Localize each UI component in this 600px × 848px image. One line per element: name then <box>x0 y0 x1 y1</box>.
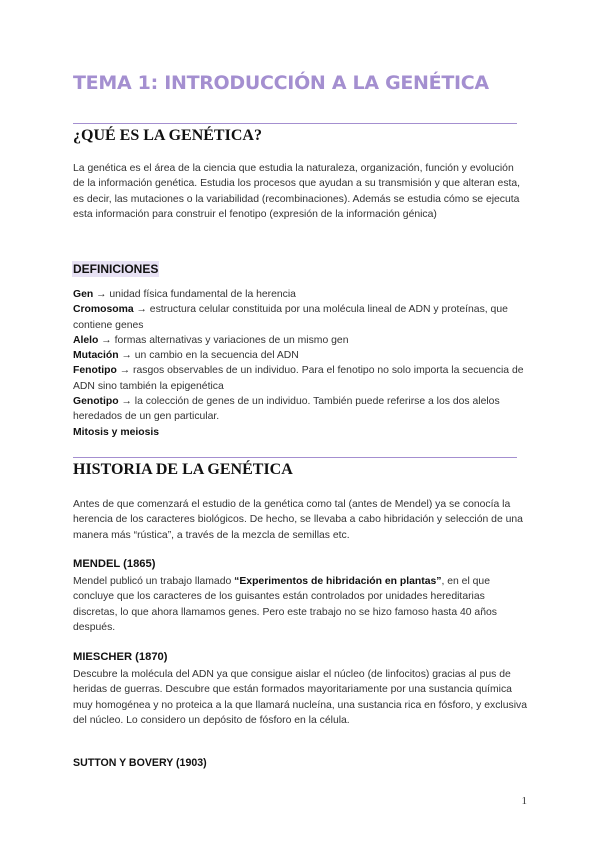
definition-item: Gen → unidad física fundamental de la herencia <box>73 289 296 300</box>
definition-item: Genotipo → la colección de genes de un individuo. También puede referirse a los dos alelos heredados de un gen particular. <box>73 396 500 423</box>
definition-item: Mutación → un cambio en la secuencia del ADN <box>73 350 299 362</box>
document-title: TEMA 1: INTRODUCCIÓN A LA GENÉTICA <box>73 72 489 94</box>
miescher-body: Descubre la molécula del ADN ya que consigue aislar el núcleo (de linfocitos) gracias al pus de heridas de guerras. Descubre que están formados mayoritariamente por una sustancia química muy homogénea y no proteica a la que llamará nucleína, una sustancia rica en fósforo, y exclusiva del núcleo. Lo considero un depósito de fósforo en la célula. <box>73 669 527 726</box>
divider-rule <box>73 123 517 124</box>
section-body-historia: Antes de que comenzará el estudio de la genética como tal (antes de Mendel) ya se conocía la herencia de los caracteres biológicos. De hecho, se llevaba a cabo hibridación y selección de una manera más “rústica”, a través de la mezcla de semillas etc. <box>73 499 523 541</box>
divider-rule <box>73 457 517 458</box>
section-heading-historia: HISTORIA DE LA GENÉTICA <box>73 461 293 478</box>
mendel-body: Mendel publicó un trabajo llamado “Experimentos de hibridación en plantas”, en el que concluye que los caracteres de los guisantes están controlados por unidades hereditarias discretas, lo que ahora llamamos genes. Pero este trabajo no se hizo famoso hasta 40 años después. <box>73 576 497 633</box>
mendel-heading: MENDEL (1865) <box>73 558 156 570</box>
definition-item: Fenotipo → rasgos observables de un individuo. Para el fenotipo no solo importa la secuencia de ADN sino también la epigenética <box>73 365 524 392</box>
page-number: 1 <box>521 795 527 807</box>
miescher-heading: MIESCHER (1870) <box>73 651 168 663</box>
definition-item: Cromosoma → estructura celular constituida por una molécula lineal de ADN y proteínas, que contiene genes <box>73 304 508 331</box>
definitions-heading: DEFINICIONES <box>73 262 159 276</box>
definition-item: Alelo → formas alternativas y variaciones de un mismo gen <box>73 334 349 346</box>
section-body-que-es: La genética es el área de la ciencia que estudia la naturaleza, organización, función y evolución de la información genética. Estudia los procesos que ayudan a su transmisión y que alteran esta, es decir, las mutaciones o la variabilidad (recombinaciones). Además se estudia cómo se ejecuta esta información para construir el fenotipo (expresión de la información génica) <box>73 163 521 220</box>
definition-item: Mitosis y meiosis <box>73 426 160 438</box>
sutton-heading: SUTTON Y BOVERY (1903) <box>73 757 207 769</box>
definitions-list <box>73 287 528 440</box>
section-heading-que-es: ¿QUÉ ES LA GENÉTICA? <box>73 127 262 144</box>
